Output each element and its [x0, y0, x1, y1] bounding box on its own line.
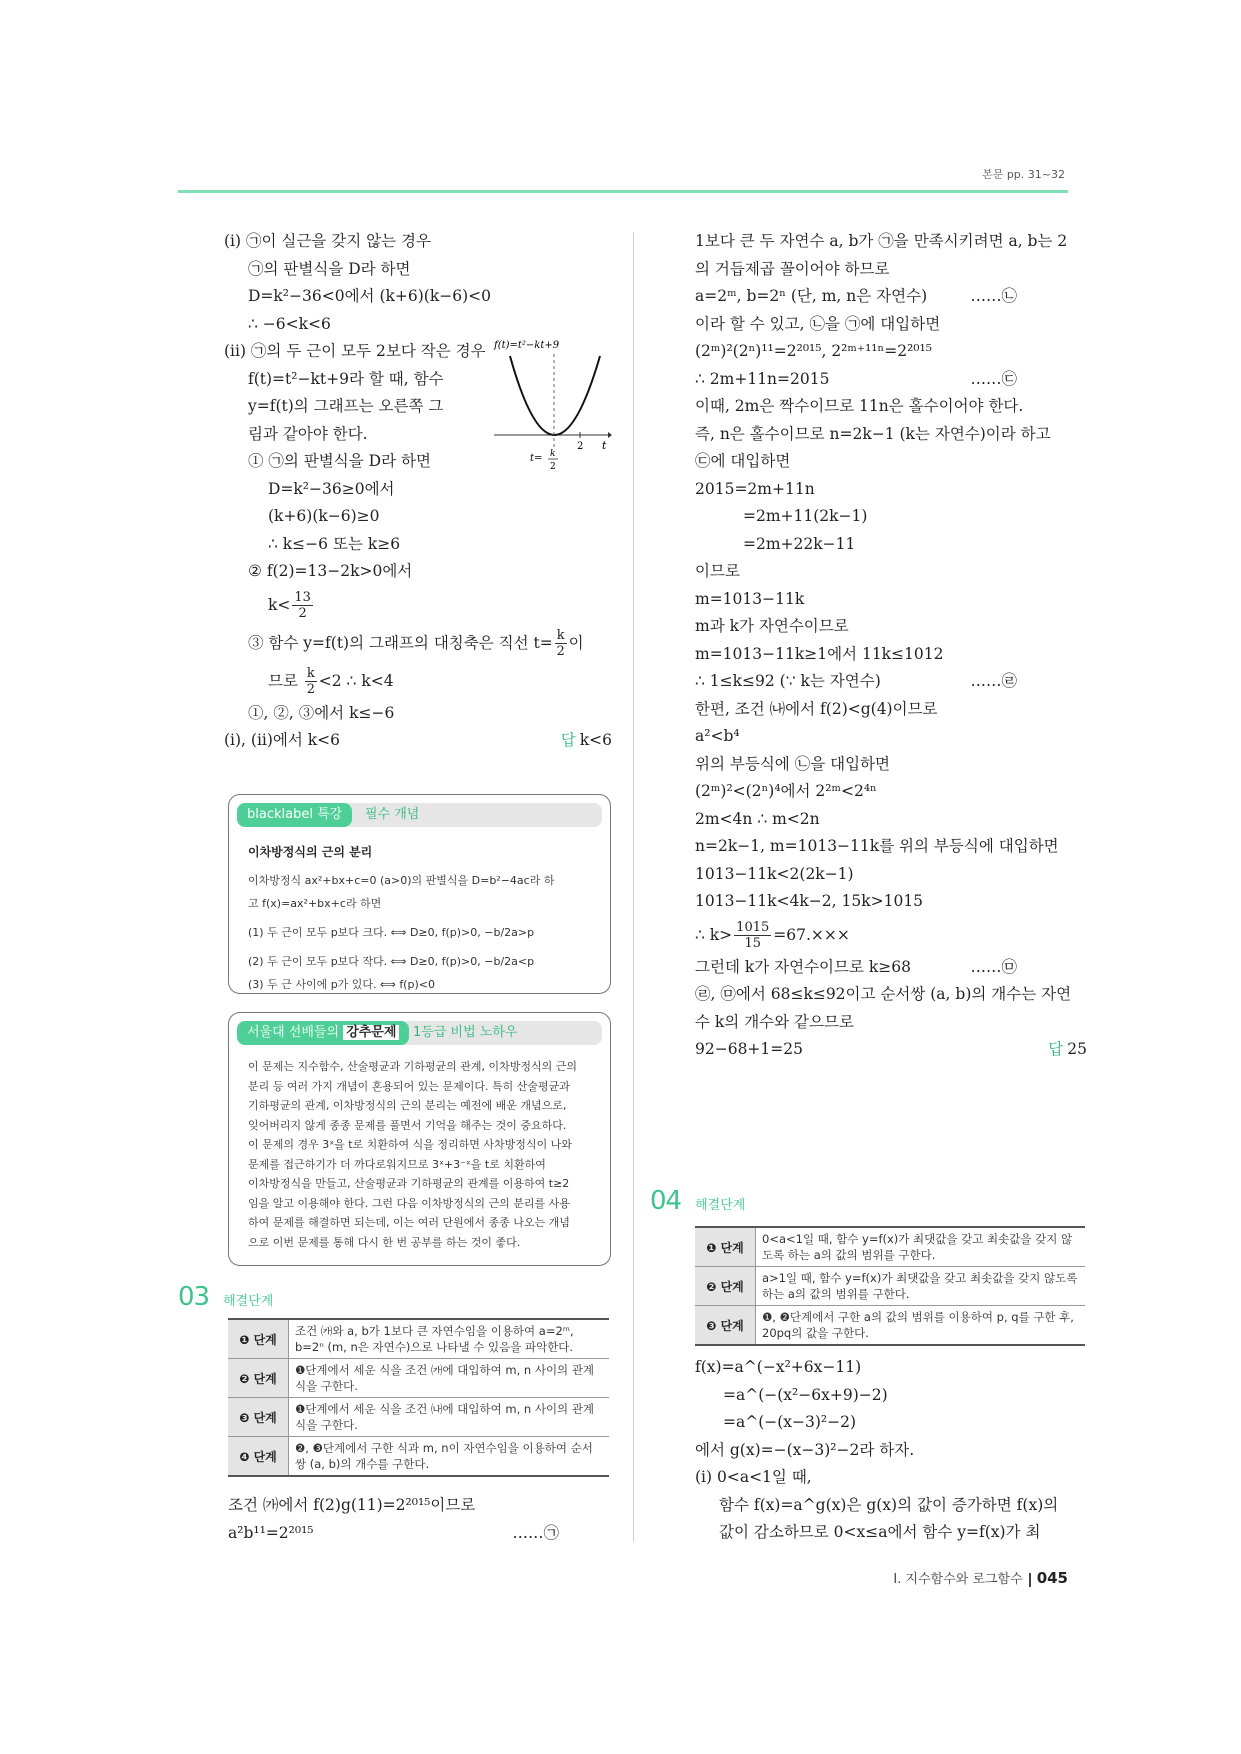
chapter-title: Ⅰ. 지수함수와 로그함수: [893, 1572, 1023, 1587]
denominator: 2: [306, 682, 315, 697]
text-line: 이 문제는 지수함수, 산술평균과 기하평균의 관계, 이차방정식의 근의: [248, 1060, 577, 1073]
text-line: ∴ k≤−6 또는 k≥6: [268, 534, 401, 553]
step-header: ❹ 단계: [228, 1437, 289, 1477]
page-reference: 본문 pp. 31~32: [982, 168, 1065, 181]
text-line: [695, 1036, 1087, 1064]
step-row: [228, 1398, 609, 1437]
text-line: 이때, 2m은 짝수이므로 11n은 홀수이어야 한다.: [695, 397, 1024, 415]
text-line: ① ㉠의 판별식을 D라 하면: [248, 452, 431, 470]
box-subtag: 필수 개념: [365, 807, 420, 822]
text-line: 한편, 조건 ㈏에서 f(2)<g(4)이므로: [695, 699, 938, 718]
text-line: 에서 g(x)=−(x−3)²−2라 하자.: [695, 1440, 915, 1459]
text-line: ㉠의 판별식을 D라 하면: [248, 259, 411, 278]
parabola-curve: [510, 356, 600, 435]
numerator: 13: [294, 590, 311, 605]
fraction-line: [224, 624, 612, 662]
step-header: ❶ 단계: [695, 1227, 756, 1267]
text-line: (2ᵐ)²(2ⁿ)¹¹=2²⁰¹⁵, 2²ᵐ⁺¹¹ⁿ=2²⁰¹⁵: [695, 342, 932, 360]
equation-mark: ……㉢: [970, 369, 1017, 388]
section-label: 해결단계: [695, 1198, 746, 1213]
text-line: [695, 954, 1087, 982]
step-header: ❸ 단계: [695, 1306, 756, 1346]
equation-mark: ……㉣: [970, 672, 1017, 690]
equation-mark: ……㉠: [512, 1523, 559, 1542]
parabola-graph: [492, 336, 612, 476]
text-span: 이: [568, 633, 584, 652]
step-row: [695, 1306, 1085, 1346]
text-line: 2m<4n ∴ m<2n: [695, 809, 820, 828]
text-span: a=2ᵐ, b=2ⁿ (단, m, n은 자연수): [695, 287, 928, 305]
equation-mark: ……㉤: [970, 957, 1017, 976]
step-header: ❷ 단계: [695, 1267, 756, 1306]
text-line: 이 문제의 경우 3ˣ을 t로 치환하여 식을 정리하면 사차방정식이 나와: [248, 1138, 572, 1151]
text-line: f(x)=a^(−x²+6x−11): [695, 1358, 862, 1376]
text-line: 고 f(x)=ax²+bx+c라 하면: [248, 897, 382, 910]
text-span: 므로: [268, 671, 298, 690]
text-line: 위의 부등식에 ㉡을 대입하면: [695, 754, 890, 773]
answer: [1048, 1036, 1087, 1064]
text-span: 그런데 k가 자연수이므로 k≥68: [695, 957, 912, 976]
text-line: D=k²−36≥0에서: [268, 479, 395, 498]
step-desc: a>1일 때, 함수 y=f(x)가 최댓값을 갖고 최솟값을 갖지 않도록 하는 a의 값의 범위를 구한다.: [756, 1267, 1086, 1306]
answer-label: 답: [1048, 1040, 1064, 1058]
text-line: =2m+22k−11: [743, 534, 856, 553]
text-line: 1보다 큰 두 자연수 a, b가 ㉠을 만족시키려면 a, b는 2: [695, 232, 1068, 250]
fraction-line: [695, 916, 1087, 954]
box-body: [248, 1057, 596, 1252]
tag-prefix: 서울대 선배들의: [247, 1025, 340, 1040]
tag-bar: [237, 1021, 602, 1045]
concept-box: [228, 794, 611, 994]
text-line: (k+6)(k−6)≥0: [268, 507, 380, 525]
vertex-k: k: [550, 449, 556, 459]
box-tag: [237, 1021, 409, 1045]
text-line: [228, 1520, 609, 1548]
text-line: =a^(−(x²−6x+9)−2): [723, 1385, 888, 1404]
steps-table-04: [695, 1226, 1085, 1346]
text-line: 즉, n은 홀수이므로 n=2k−1 (k는 자연수)이라 하고: [695, 424, 1051, 443]
text-line: 문제를 접근하기가 더 까다로워지므로 3ˣ+3⁻ˣ을 t로 치환하여: [248, 1157, 546, 1171]
section-number: 03: [178, 1282, 210, 1312]
step-header: ❷ 단계: [228, 1359, 289, 1398]
box-subtag: 1등급 비법 노하우: [413, 1025, 518, 1040]
right-column: [695, 228, 1087, 1064]
text-line: 으로 이번 문제를 통해 다시 한 번 공부를 하는 것이 좋다.: [248, 1235, 521, 1249]
text-span: ∴ k>: [695, 925, 733, 944]
section-04-header: [650, 1186, 745, 1216]
tag-bold: 강추문제: [343, 1025, 399, 1040]
text-line: 기하평균의 관계, 이차방정식의 근의 분리는 예전에 배운 개념으로,: [248, 1099, 567, 1112]
numerator: 1015: [736, 920, 770, 935]
text-line: (2) 두 근이 모두 p보다 작다. ⟺ D≥0, f(p)>0, −b/2a<p: [248, 955, 535, 968]
text-line: ㉢에 대입하면: [695, 452, 791, 470]
step-desc: ❷, ❸단계에서 구한 식과 m, n이 자연수임을 이용하여 순서쌍 (a, b)의 개수를 구한다.: [289, 1437, 610, 1477]
denominator: 15: [744, 936, 761, 951]
step-desc: 조건 ㈎와 a, b가 1보다 큰 자연수임을 이용하여 a=2ᵐ, b=2ⁿ (m, n은 자연수)으로 나타낼 수 있음을 파악한다.: [289, 1319, 610, 1359]
page-number: 045: [1036, 1569, 1068, 1587]
function-label: f(t)=t²−kt+9: [494, 340, 560, 351]
text-line: n=2k−1, m=1013−11k를 위의 부등식에 대입하면: [695, 837, 1059, 855]
text-line: 1013−11k<2(2k−1): [695, 864, 854, 883]
step-desc: ❶단계에서 세운 식을 조건 ㈏에 대입하여 m, n 사이의 관계식을 구한다.: [289, 1398, 610, 1437]
step-row: [228, 1359, 609, 1398]
text-line: [695, 668, 1087, 696]
text-line: (i) 0<a<1일 때,: [695, 1468, 812, 1486]
box-title: 이차방정식의 근의 분리: [248, 845, 373, 859]
step-row: [228, 1319, 609, 1359]
vertex-2: 2: [550, 462, 556, 472]
step-row: [228, 1437, 609, 1477]
text-line: 이라 할 수 있고, ㉡을 ㉠에 대입하면: [695, 314, 941, 333]
equation-mark: ……㉡: [970, 287, 1017, 305]
fraction: [305, 666, 317, 697]
numerator: k: [306, 666, 315, 681]
denominator: 2: [298, 606, 307, 621]
step-desc: ❶, ❷단계에서 구한 a의 값의 범위를 이용하여 p, q를 구한 후, 20pq의 값을 구한다.: [756, 1306, 1086, 1346]
text-line: D=k²−36<0에서 (k+6)(k−6)<0: [248, 287, 491, 305]
vertex-label: t=: [530, 453, 543, 464]
answer-value: 25: [1067, 1040, 1087, 1058]
column-divider: [633, 232, 634, 1542]
left-column: [224, 228, 612, 755]
fraction: [734, 920, 771, 951]
text-line: 이므로: [695, 562, 740, 580]
text-line: (i) ㉠이 실근을 갖지 않는 경우: [224, 232, 431, 250]
text-line: [695, 283, 1087, 311]
step-row: [695, 1267, 1085, 1306]
section-label: 해결단계: [223, 1294, 274, 1309]
tick-label-2: 2: [577, 441, 584, 452]
section-03-text: [228, 1492, 609, 1547]
tip-box: [228, 1012, 611, 1266]
text-line: 이차방정식을 만들고, 산술평균과 기하평균의 관계를 이용하여 t≥2: [248, 1177, 570, 1190]
text-line: 이차방정식 ax²+bx+c=0 (a>0)의 판별식을 D=b²−4ac라 하: [248, 874, 555, 887]
step-desc: 0<a<1일 때, 함수 y=f(x)가 최댓값을 갖고 최솟값을 갖지 않도록 하는 a의 값의 범위를 구한다.: [756, 1227, 1086, 1267]
text-line: ㉣, ㉤에서 68≤k≤92이고 순서쌍 (a, b)의 개수는 자연: [695, 985, 1072, 1003]
page-footer: [893, 1568, 1068, 1587]
text-line: (ii) ㉠의 두 근이 모두 2보다 작은 경우: [224, 342, 486, 360]
text-span: (i), (ii)에서 k<6: [224, 731, 341, 749]
box-body: [248, 869, 596, 996]
text-line: ② f(2)=13−2k>0에서: [248, 562, 413, 580]
denominator: 2: [556, 644, 565, 659]
text-line: =a^(−(x−3)²−2): [723, 1413, 857, 1431]
text-line: 분리 등 여러 가지 개념이 혼용되어 있는 문제이다. 특히 산술평균과: [248, 1079, 570, 1093]
text-span: =67.×××: [773, 925, 850, 944]
text-line: [695, 366, 1087, 394]
text-line: y=f(t)의 그래프는 오른쪽 그: [248, 397, 444, 415]
fraction-line: [224, 586, 612, 624]
text-line: m과 k가 자연수이므로: [695, 617, 849, 635]
step-desc: ❶단계에서 세운 식을 조건 ㈎에 대입하여 m, n 사이의 관계식을 구한다.: [289, 1359, 610, 1398]
fraction: [292, 590, 313, 621]
text-line: m=1013−11k: [695, 589, 805, 608]
text-line: 1013−11k<4k−2, 15k>1015: [695, 892, 924, 910]
text-line: [224, 727, 612, 755]
text-span: ∴ 1≤k≤92 (∵ k는 자연수): [695, 672, 881, 690]
text-line: f(t)=t²−kt+9라 할 때, 함수: [248, 369, 444, 388]
step-header: ❶ 단계: [228, 1319, 289, 1359]
answer-label: 답: [560, 731, 576, 749]
footer-separator: [1029, 1573, 1031, 1587]
text-span: ∴ 2m+11n=2015: [695, 369, 830, 388]
text-line: (3) 두 근 사이에 p가 있다. ⟺ f(p)<0: [248, 978, 435, 991]
axis-label-t: t: [602, 439, 607, 452]
text-line: (2ᵐ)²<(2ⁿ)⁴에서 2²ᵐ<2⁴ⁿ: [695, 782, 877, 800]
fraction: [555, 628, 567, 659]
numerator: k: [556, 628, 565, 643]
section-number: 04: [650, 1186, 682, 1216]
box-tag: blacklabel 특강: [237, 803, 352, 827]
section-04-text: [695, 1354, 1087, 1547]
text-line: 2015=2m+11n: [695, 479, 815, 498]
text-span: k<: [268, 595, 291, 614]
answer: [561, 727, 612, 755]
text-line: 조건 ㈎에서 f(2)g(11)=2²⁰¹⁵이므로: [228, 1496, 476, 1514]
step-row: [695, 1227, 1085, 1267]
top-divider: [178, 190, 1068, 193]
section-03-header: [178, 1282, 273, 1312]
text-line: m=1013−11k≥1에서 11k≤1012: [695, 644, 944, 663]
fraction-line: [224, 662, 612, 700]
text-line: 값이 감소하므로 0<x≤a에서 함수 y=f(x)가 최: [719, 1523, 1041, 1541]
text-line: 의 거듭제곱 꼴이어야 하므로: [695, 259, 890, 278]
text-line: =2m+11(2k−1): [743, 507, 868, 525]
text-line: a²<b⁴: [695, 727, 740, 745]
text-line: 함수 f(x)=a^g(x)은 g(x)의 값이 증가하면 f(x)의: [719, 1495, 1059, 1514]
axis-arrow: [608, 432, 612, 438]
text-line: ∴ −6<k<6: [248, 314, 331, 333]
text-span: a²b¹¹=2²⁰¹⁵: [228, 1523, 314, 1542]
step-header: ❸ 단계: [228, 1398, 289, 1437]
text-span: ③ 함수 y=f(t)의 그래프의 대칭축은 직선 t=: [248, 633, 553, 652]
steps-table-03: [228, 1318, 609, 1477]
text-line: 잊어버리지 않게 종종 문제를 풀면서 기억을 해주는 것이 중요하다.: [248, 1118, 567, 1132]
text-span: <2 ∴ k<4: [318, 671, 394, 690]
answer-value: k<6: [579, 731, 612, 749]
text-line: 수 k의 개수와 같으므로: [695, 1012, 854, 1031]
text-line: 하여 문제를 해결하면 되는데, 이는 여러 단원에서 종종 나오는 개념: [248, 1216, 570, 1229]
text-line: ①, ②, ③에서 k≤−6: [248, 703, 395, 722]
text-span: 92−68+1=25: [695, 1040, 803, 1058]
text-line: 임을 알고 이용해야 한다. 그런 다음 이차방정식의 근의 분리를 사용: [248, 1196, 570, 1210]
tag-bar: [237, 803, 602, 827]
text-line: (1) 두 근이 모두 p보다 크다. ⟺ D≥0, f(p)>0, −b/2a>p: [248, 926, 535, 939]
text-line: 림과 같아야 한다.: [248, 424, 368, 443]
